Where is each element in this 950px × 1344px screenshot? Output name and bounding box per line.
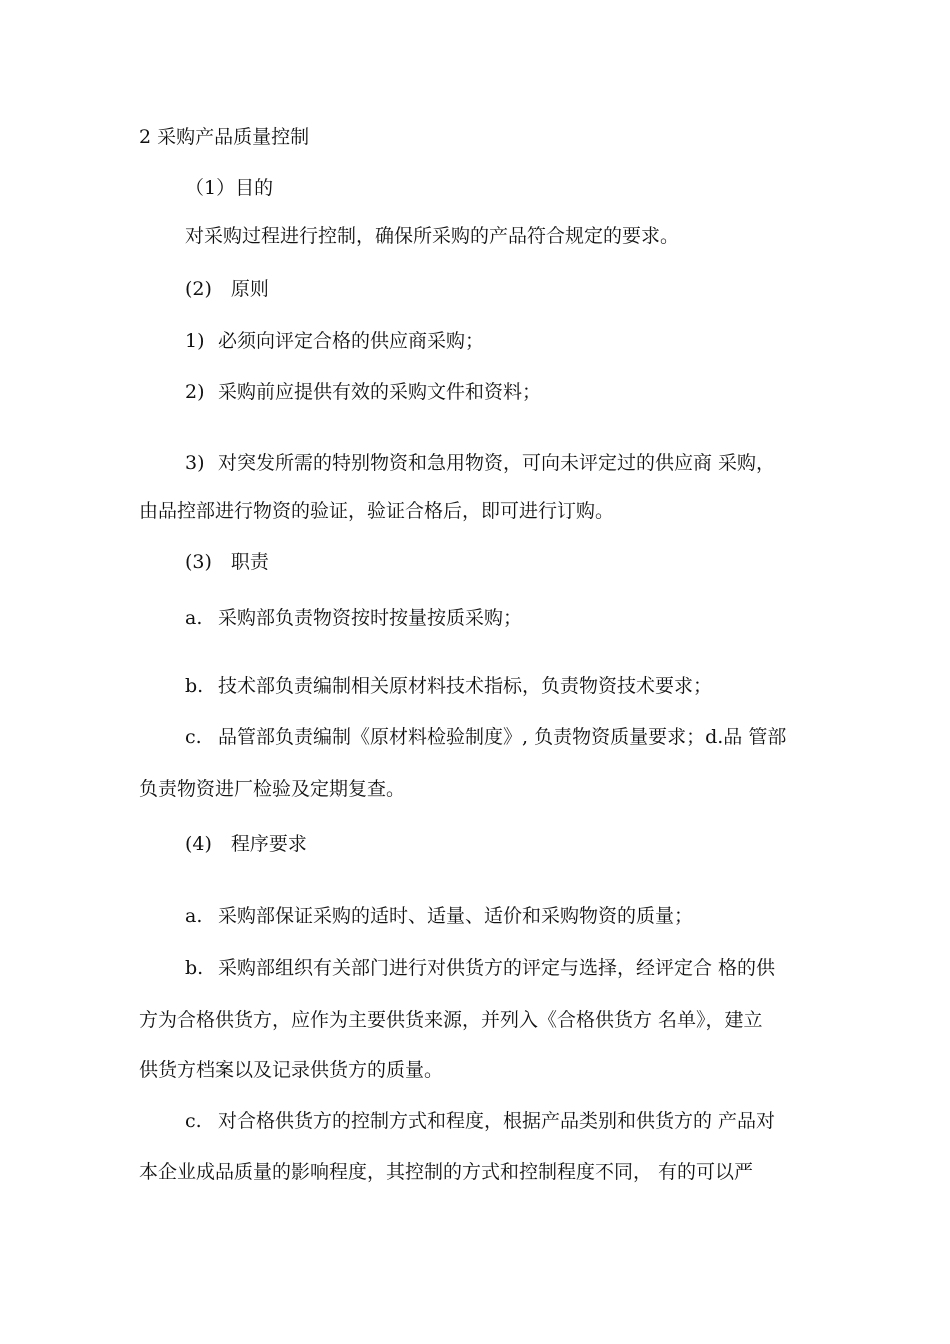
responsibilities-heading: (3) 职责: [185, 551, 269, 573]
list-item-text: 采购部保证采购的适时、适量、适价和采购物资的质量；: [218, 905, 694, 927]
section-title: 2 采购产品质量控制: [139, 126, 310, 148]
list-item-text: 技术部负责编制相关原材料技术指标，负责物资技术要求；: [218, 675, 713, 697]
procedure-item-b-continuation-2: 供货方档案以及记录供货方的质量。: [139, 1059, 444, 1081]
principle-item-1: [185, 329, 484, 353]
principle-item-3-continuation: 由品控部进行物资的验证，验证合格后，即可进行订购。: [139, 500, 615, 522]
list-item-text: 采购部负责物资按时按量按质采购；: [218, 607, 523, 629]
list-item-text: 品管部负责编制《原材料检验制度》, 负责物资质量要求；d.品 管部: [218, 726, 787, 748]
purpose-heading: （1）目的: [185, 177, 274, 199]
list-marker: b.: [185, 675, 204, 697]
procedure-item-a: [185, 904, 693, 928]
list-item-text: 采购部组织有关部门进行对供货方的评定与选择，经评定合 格的供: [218, 957, 776, 979]
procedure-item-c-continuation: 本企业成品质量的影响程度，其控制的方式和控制程度不同， 有的可以严: [139, 1161, 754, 1183]
principle-item-2: [185, 380, 541, 404]
list-item-text: 采购前应提供有效的采购文件和资料；: [218, 381, 542, 403]
responsibility-item-b: [185, 674, 712, 698]
list-item-text: 必须向评定合格的供应商采购；: [218, 330, 485, 352]
list-item-text: 对合格供货方的控制方式和程度，根据产品类别和供货方的 产品对: [218, 1110, 776, 1132]
responsibility-item-c-continuation: 负责物资进厂检验及定期复查。: [139, 778, 406, 800]
procedure-item-b-continuation-1: 方为合格供货方，应作为主要供货来源，并列入《合格供货方 名单》，建立: [139, 1009, 763, 1031]
purpose-text: 对采购过程进行控制，确保所采购的产品符合规定的要求。: [185, 225, 680, 247]
procedure-item-c: [185, 1109, 775, 1133]
principles-heading: (2) 原则: [185, 278, 269, 300]
procedure-item-b: [185, 956, 775, 980]
list-marker: 2): [185, 381, 205, 403]
list-marker: b.: [185, 957, 204, 979]
responsibility-item-a: [185, 606, 522, 630]
list-marker: a.: [185, 905, 203, 927]
list-marker: 1): [185, 330, 205, 352]
list-marker: a.: [185, 607, 203, 629]
list-marker: c.: [185, 1110, 202, 1132]
list-item-text: 对突发所需的特别物资和急用物资，可向未评定过的供应商 采购，: [218, 452, 776, 474]
responsibility-item-c: [185, 725, 786, 749]
list-marker: 3): [185, 452, 205, 474]
procedure-heading: (4) 程序要求: [185, 833, 307, 855]
principle-item-3: [185, 451, 775, 475]
list-marker: c.: [185, 726, 202, 748]
